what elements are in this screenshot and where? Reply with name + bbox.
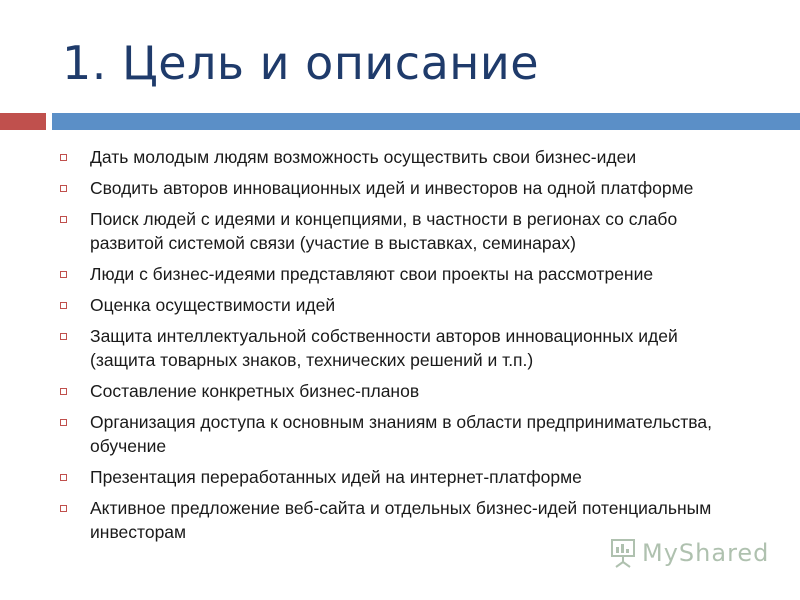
bullet-item: [58, 324, 738, 372]
bullet-item: [58, 496, 738, 544]
bullet-item: [58, 465, 738, 489]
bullet-text: Презентация переработанных идей на интернет-платформе: [90, 467, 582, 487]
bullet-text: Составление конкретных бизнес-планов: [90, 381, 420, 401]
bullet-text: Люди с бизнес-идеями представляют свои проекты на рассмотрение: [90, 264, 654, 284]
bullet-square-icon: [60, 419, 67, 426]
bullet-item: [58, 410, 738, 458]
bullet-text: Дать молодым людям возможность осуществить свои бизнес-идеи: [90, 147, 637, 167]
title-accent-bar-blue: [52, 113, 800, 130]
presentation-board-icon: [610, 538, 636, 568]
bullet-text: Поиск людей с идеями и концепциями, в частности в регионах со слабо развитой системой связи (участие в выставках, семинарах): [90, 209, 678, 253]
bullet-square-icon: [60, 216, 67, 223]
bullet-square-icon: [60, 388, 67, 395]
bullet-item: [58, 145, 738, 169]
bullet-item: [58, 262, 738, 286]
bullet-item: [58, 207, 738, 255]
watermark: [610, 538, 769, 568]
bullet-square-icon: [60, 302, 67, 309]
bullet-text: Сводить авторов инновационных идей и инвесторов на одной платформе: [90, 178, 694, 198]
bullet-text: Организация доступа к основным знаниям в области предпринимательства, обучение: [90, 412, 713, 456]
bullet-square-icon: [60, 333, 67, 340]
bullet-text: Защита интеллектуальной собственности авторов инновационных идей (защита товарных знаков, технических решений и т.п.): [90, 326, 678, 370]
slide-title: 1. Цель и описание: [62, 36, 540, 90]
bullet-square-icon: [60, 271, 67, 278]
title-accent-bar-red: [0, 113, 46, 130]
bullet-square-icon: [60, 474, 67, 481]
bullet-item: [58, 293, 738, 317]
bullet-square-icon: [60, 505, 67, 512]
bullet-item: [58, 379, 738, 403]
watermark-brand: MyShared: [642, 539, 770, 567]
bullet-text: Оценка осуществимости идей: [90, 295, 336, 315]
bullet-list: [58, 145, 738, 551]
bullet-text: Активное предложение веб-сайта и отдельных бизнес-идей потенциальным инвесторам: [90, 498, 712, 542]
bullet-item: [58, 176, 738, 200]
bullet-square-icon: [60, 185, 67, 192]
bullet-square-icon: [60, 154, 67, 161]
